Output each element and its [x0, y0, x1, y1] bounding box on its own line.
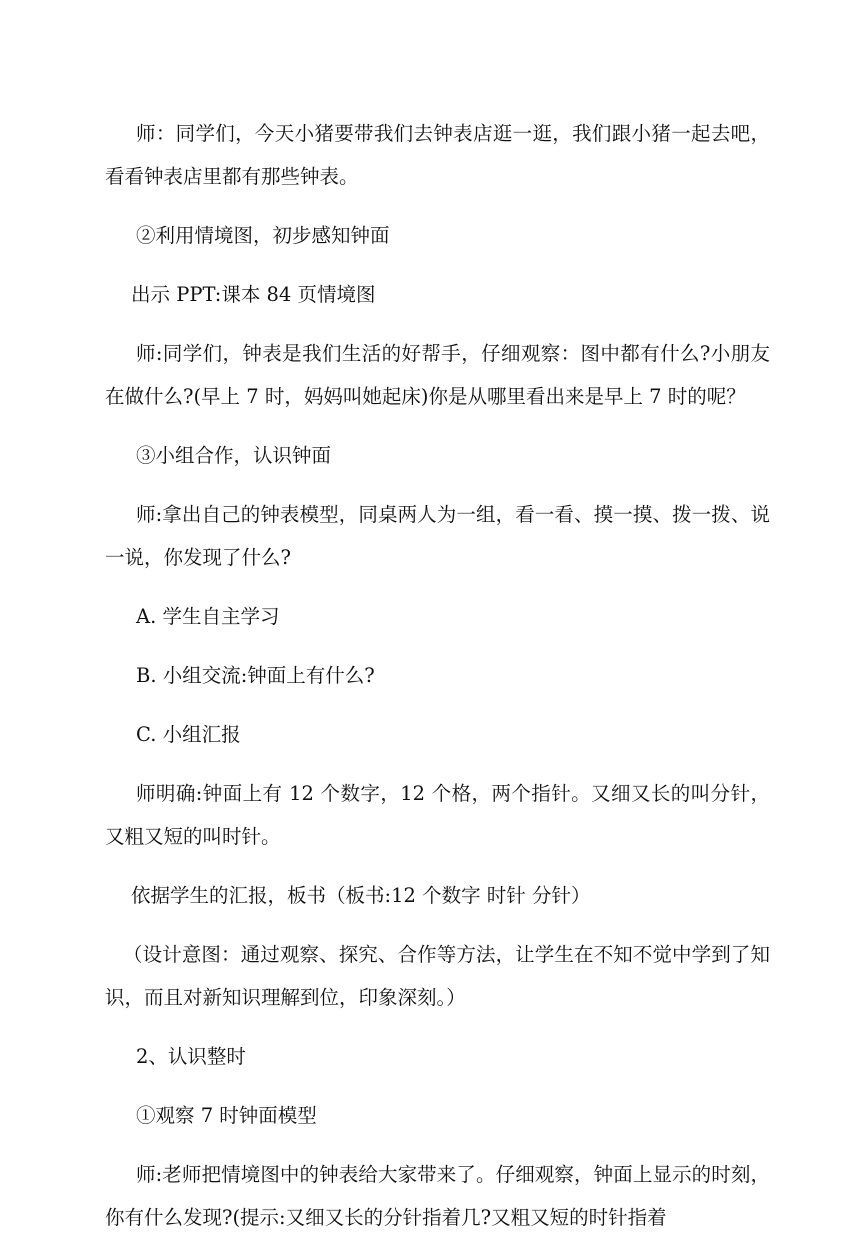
- paragraph-step-2-heading: ②利用情境图，初步感知钟面: [136, 224, 390, 247]
- paragraph-teacher-model: 师:拿出自己的钟表模型，同桌两人为一组，看一看、摸一摸、拨一拨、说一说，你发现了什么?: [105, 503, 770, 569]
- paragraph-section-2-heading: 2、认识整时: [136, 1045, 246, 1068]
- paragraph-item-c: C. 小组汇报: [136, 723, 241, 746]
- paragraph-step-3-heading: ③小组合作，认识钟面: [136, 444, 332, 467]
- paragraph-design-intent: （设计意图：通过观察、探究、合作等方法，让学生在不知不觉中学到了知识，而且对新知识理解到位，印象深刻。）: [105, 943, 770, 1009]
- paragraph-blackboard: 依据学生的汇报，板书（板书:12 个数字 时针 分针）: [131, 884, 591, 907]
- paragraph-item-a: A. 学生自主学习: [136, 605, 280, 628]
- paragraph-teacher-observe: 师:同学们，钟表是我们生活的好帮手，仔细观察：图中都有什么?小朋友在做什么?(早上 7 时，妈妈叫她起床)你是从哪里看出来是早上 7 时的呢？: [105, 342, 770, 408]
- paragraph-teacher-intro: 师：同学们，今天小猪要带我们去钟表店逛一逛，我们跟小猪一起去吧，看看钟表店里都有那些钟表。: [105, 122, 770, 188]
- paragraph-item-b: B. 小组交流:钟面上有什么?: [136, 664, 375, 687]
- document-body: [105, 112, 770, 1255]
- paragraph-step-1-heading: ①观察 7 时钟面模型: [136, 1104, 317, 1127]
- paragraph-teacher-clarify: 师明确:钟面上有 12 个数字，12 个格，两个指针。又细又长的叫分针，又粗又短的叫时针。: [105, 782, 770, 848]
- paragraph-teacher-clock: 师:老师把情境图中的钟表给大家带来了。仔细观察，钟面上显示的时刻，你有什么发现?(提示:又细又长的分针指着几?又粗又短的时针指着: [105, 1163, 770, 1229]
- paragraph-show-ppt: 出示 PPT:课本 84 页情境图: [131, 283, 376, 306]
